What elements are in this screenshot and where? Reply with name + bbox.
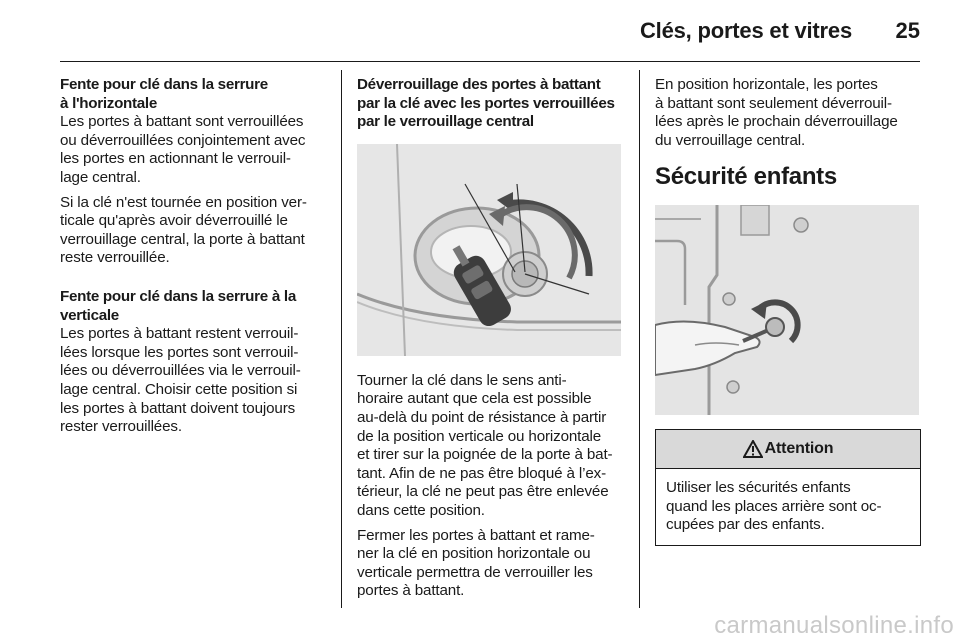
heading-line: par la clé avec les portes verrouillées — [357, 94, 615, 112]
text-line: lage central. Choisir cette position si — [60, 380, 298, 398]
text-line: les portes à battant doivent toujours — [60, 399, 296, 417]
text-line: Tourner la clé dans le sens anti- — [357, 371, 567, 389]
text-line: à battant sont seulement déverrouil- — [655, 94, 892, 112]
attention-box — [655, 429, 921, 546]
watermark: carmanualsonline.info — [714, 612, 954, 639]
text-line: quand les places arrière sont oc- — [666, 497, 882, 515]
text-line: cupées par des enfants. — [666, 516, 825, 534]
section-heading-horizontal: Fente pour clé dans la serrure — [60, 76, 268, 93]
attention-body — [656, 469, 920, 545]
text-line: au-delà du point de résistance à partir — [357, 408, 607, 426]
text-line: du verrouillage central. — [655, 131, 806, 149]
text-line: Les portes à battant sont verrouillées — [60, 113, 304, 131]
text-line: lées ou déverrouillées via le verrouil- — [60, 362, 301, 380]
text-line: ticale qu'après avoir déverrouillé le — [60, 212, 288, 230]
column-3 — [655, 76, 921, 546]
paragraph — [60, 325, 332, 437]
column-1 — [60, 76, 332, 443]
text-line: Les portes à battant restent verrouil- — [60, 325, 299, 343]
heading-line: par le verrouillage central — [357, 113, 534, 131]
key-lock-illustration — [357, 144, 621, 356]
text-line: portes à battant. — [357, 582, 465, 600]
child-lock-illustration — [655, 205, 919, 415]
attention-header — [656, 430, 920, 469]
paragraph — [357, 527, 629, 601]
header-rule — [60, 61, 920, 62]
text-line: lées lorsque les portes sont verrouil- — [60, 343, 299, 361]
text-line: de la position verticale ou horizontale — [357, 427, 602, 445]
paragraph — [60, 194, 332, 268]
text-line: ou déverrouillées conjointement avec — [60, 131, 306, 149]
column-divider-2 — [639, 70, 640, 608]
text-line: lées après le prochain déverrouillage — [655, 113, 898, 131]
column-divider-1 — [341, 70, 342, 608]
text-line: reste verrouillée. — [60, 249, 170, 267]
section-heading-horizontal-cont: à l'horizontale — [60, 94, 157, 112]
heading-line: Déverrouillage des portes à battant — [357, 76, 601, 93]
paragraph — [60, 113, 332, 187]
paragraph — [655, 76, 921, 150]
text-line: Utiliser les sécurités enfants — [666, 478, 851, 496]
text-line: horaire autant que cela est possible — [357, 390, 592, 408]
text-line: verticale permettra de verrouiller les — [357, 563, 593, 581]
paragraph — [357, 372, 629, 521]
warning-icon — [743, 440, 763, 458]
page-number: 25 — [895, 18, 920, 43]
text-line: Si la clé n'est tournée en position ver- — [60, 193, 307, 211]
attention-label: Attention — [764, 439, 834, 457]
text-line: ner la clé en position horizontale ou — [357, 545, 591, 563]
section-heading-vertical-cont: verticale — [60, 306, 119, 324]
section-heading-unlocking — [357, 76, 629, 132]
column-2 — [357, 76, 629, 607]
text-line: et tirer sur la poignée de la porte à bat- — [357, 446, 613, 464]
text-line: térieur, la clé ne peut pas être enlevée — [357, 483, 609, 501]
section-heading-child-safety: Sécurité enfants — [655, 163, 837, 191]
text-line: lage central. — [60, 168, 141, 186]
text-line: Fermer les portes à battant et rame- — [357, 526, 595, 544]
text-line: rester verrouillées. — [60, 418, 182, 436]
text-line: dans cette position. — [357, 501, 485, 519]
text-line: les portes en actionnant le verrouil- — [60, 150, 291, 168]
text-line: tant. Afin de ne pas être bloqué à l’ex- — [357, 464, 606, 482]
text-line: verrouillage central, la porte à battant — [60, 230, 305, 248]
header-title: Clés, portes et vitres — [639, 18, 852, 43]
text-line: En position horizontale, les portes — [655, 76, 878, 93]
section-heading-vertical: Fente pour clé dans la serrure à la — [60, 287, 296, 305]
